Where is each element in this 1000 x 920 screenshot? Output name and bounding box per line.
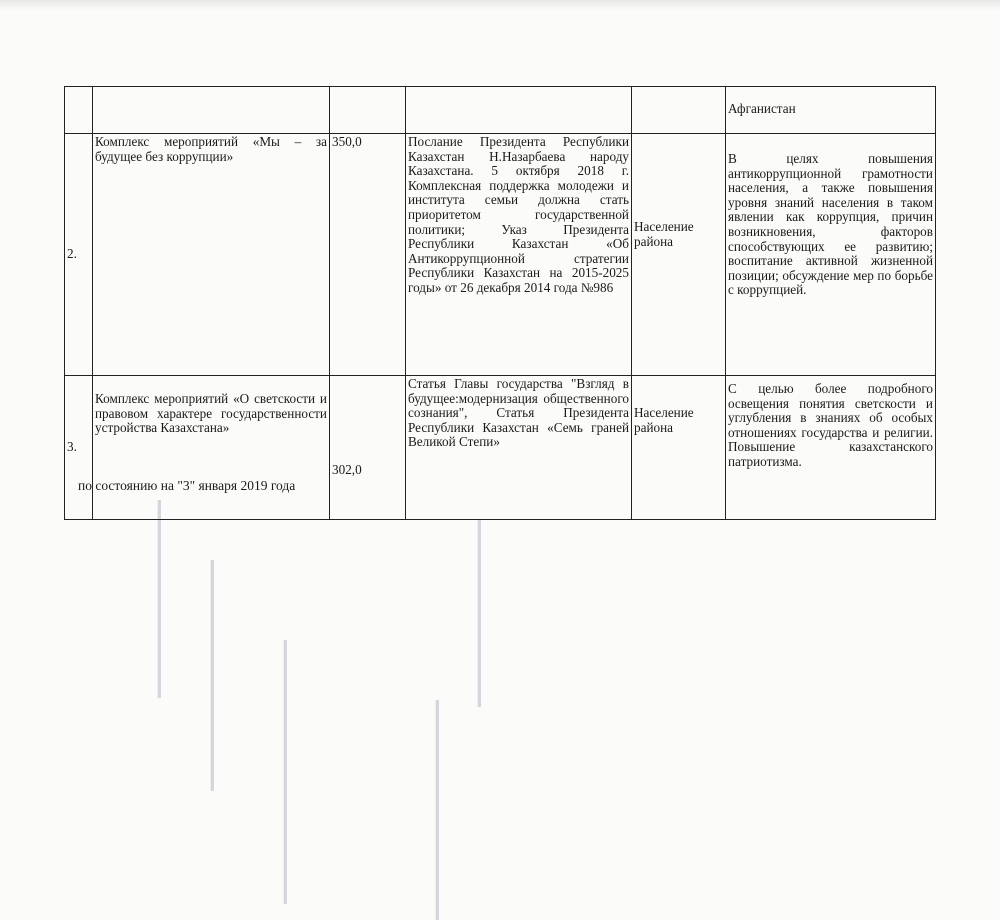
table-cell [726, 87, 936, 134]
activity-goal: В целях повышения антикоррупционной грамотности населения, а также повышения уровня знаний населения в таком явлении как коррупция, причин возникновения, факторов способствующих ее развитию; воспитание активной жизненной позиции; обсуждение мер по борьбе с коррупцией. [726, 134, 936, 376]
activities-table [64, 86, 936, 520]
activity-basis: Послание Президента Республики Казахстан Н.Назарбаева народу Казахстана. 5 октября 2018 г. Комплексная поддержка молодежи и института семьи должна стать приоритетом государственной политики; Указ Президента Республики Казахстан «Об Антикоррупционной стратегии Республики Казахстан на 2015-2025 годы» от 26 декабря 2014 года №986 [406, 134, 632, 376]
activity-audience: Население района [632, 376, 726, 520]
bleed-through-mark: ▬▬▬▬▬▬▬▬▬▬▬▬▬▬▬▬▬▬▬▬▬▬▬▬ [278, 640, 290, 904]
row-number: 2. [65, 134, 93, 376]
status-date-note: по состоянию на "3" января 2019 года [78, 478, 296, 493]
table-row [65, 87, 936, 134]
bleed-through-mark: ▬▬▬▬▬▬▬▬▬▬▬▬▬▬▬▬▬ [472, 520, 484, 707]
activity-amount: 302,0 [330, 376, 406, 520]
table-row [65, 376, 936, 520]
table-cell [65, 87, 93, 134]
activity-goal: С целью более подробного освещения понятия светскости и углубления в знаниях об особых отношениях государства и религии. Повышение казахстанского патриотизма. [726, 376, 936, 520]
bleed-through-mark: ▬▬▬▬▬▬▬▬▬▬▬▬▬▬▬▬▬▬▬▬▬ [205, 560, 217, 791]
table-cell [93, 87, 330, 134]
row-number: 3. [65, 376, 93, 520]
activity-amount: 350,0 [330, 134, 406, 376]
table-row [65, 134, 936, 376]
activity-basis: Статья Главы государства "Взгляд в будущее:модернизация общественного сознания", Статья Президента Республики Казахстан «Семь граней Великой Степи» [406, 376, 632, 520]
table-cell [632, 87, 726, 134]
activity-name: Комплекс мероприятий «Мы – за будущее без коррупции» [93, 134, 330, 376]
table-cell [406, 87, 632, 134]
bleed-through-mark: ▬▬▬▬▬▬▬▬▬▬▬▬▬▬▬▬▬▬▬▬ [430, 700, 442, 920]
bleed-through-mark: ▬▬▬▬▬▬▬▬▬▬▬▬▬▬▬▬▬▬ [152, 500, 164, 698]
scan-edge [0, 0, 1000, 10]
table-cell [330, 87, 406, 134]
activity-name: Комплекс мероприятий «О светскости и правовом характере государственности устройства Казахстана» [93, 376, 330, 520]
header-country-text: Афганистан [728, 101, 796, 116]
activity-audience: Население района [632, 134, 726, 376]
